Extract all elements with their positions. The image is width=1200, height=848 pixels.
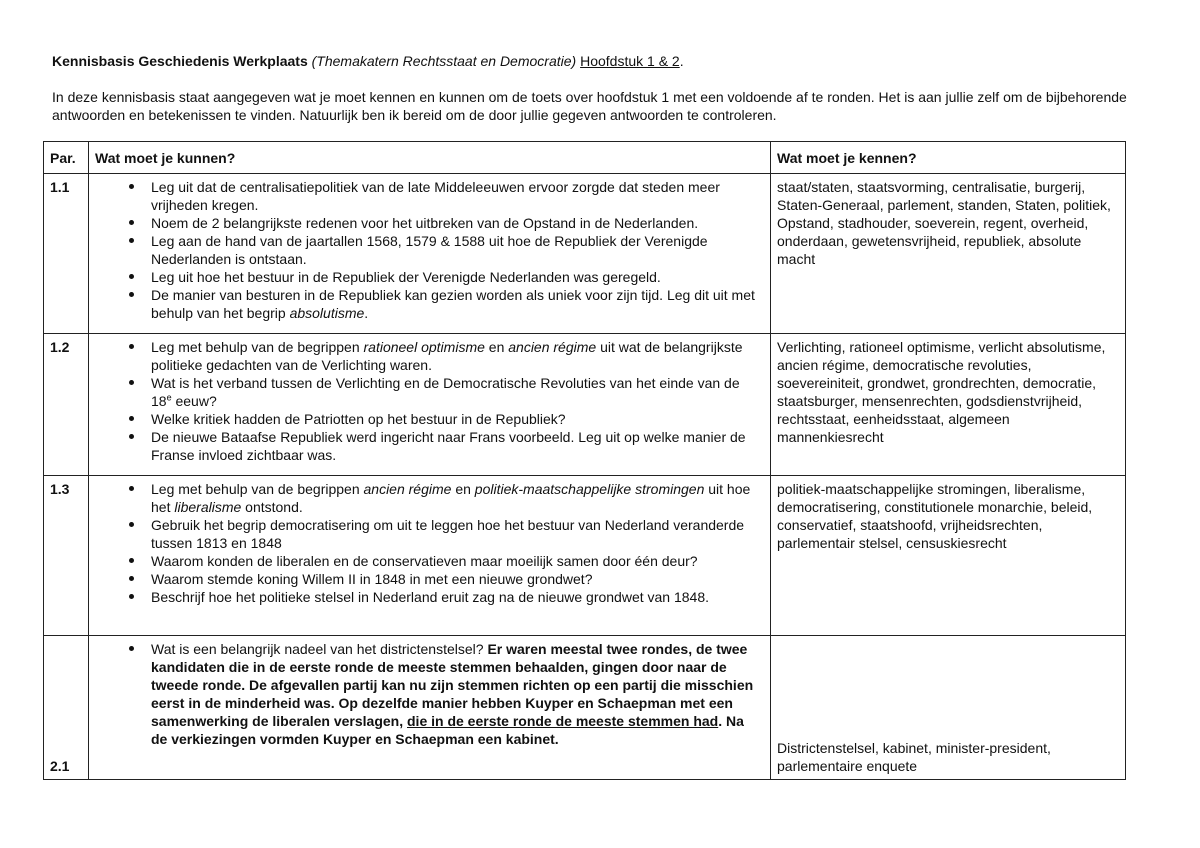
kennen-cell: Verlichting, rationeel optimisme, verlicht absolutisme, ancien régime, democratische revoluties, soevereiniteit, grondwet, grondrechten, democratie, staatsburger, mensenrechten, godsdienstvrijheid, rechtsstaat, eenheidsstaat, algemeen mannenkiesrecht xyxy=(771,334,1126,476)
list-item: De nieuwe Bataafse Republiek werd ingericht naar Frans voorbeeld. Leg uit op welke manier de Franse invloed zichtbaar was. xyxy=(151,428,764,464)
kunnen-list xyxy=(95,338,764,464)
list-item: Waarom stemde koning Willem II in 1848 in met een nieuwe grondwet? xyxy=(151,570,764,588)
kunnen-list xyxy=(95,178,764,322)
par-number: 1.1 xyxy=(44,174,89,334)
title-bold: Kennisbasis Geschiedenis Werkplaats xyxy=(52,53,308,69)
table-row xyxy=(44,174,1126,334)
table-row xyxy=(44,334,1126,476)
kennen-cell: Districtenstelsel, kabinet, minister-president, parlementaire enquete xyxy=(771,636,1126,780)
kunnen-list xyxy=(95,480,764,606)
list-item: Wat is een belangrijk nadeel van het districtenstelsel? Er waren meestal twee rondes, de twee kandidaten die in de eerste ronde de meeste stemmen behaalden, gingen door naar de tweede ronde. De afgevallen partij kan nu zijn stemmen richten op een partij die misschien eerst in de minderheid was. Op dezelfde manier hebben Kuyper en Schaepman met een samenwerking de liberalen verslagen, die in de eerste ronde de meeste stemmen had. Na de verkiezingen vormden Kuyper en Schaepman een kabinet. xyxy=(151,640,764,748)
list-item: Leg uit dat de centralisatiepolitiek van de late Middeleeuwen ervoor zorgde dat steden meer vrijheden kregen. xyxy=(151,178,764,214)
header-kunnen: Wat moet je kunnen? xyxy=(89,142,771,174)
par-number: 2.1 xyxy=(44,636,89,780)
table-row xyxy=(44,636,1126,780)
title-end: . xyxy=(679,53,684,69)
kunnen-cell xyxy=(89,174,771,334)
list-item: Leg uit hoe het bestuur in de Republiek der Verenigde Nederlanden was geregeld. xyxy=(151,268,764,286)
kunnen-cell xyxy=(89,636,771,780)
list-item: De manier van besturen in de Republiek kan gezien worden als uniek voor zijn tijd. Leg dit uit met behulp van het begrip absolutisme. xyxy=(151,286,764,322)
knowledge-table xyxy=(43,141,1126,780)
list-item: Beschrijf hoe het politieke stelsel in Nederland eruit zag na de nieuwe grondwet van 1848. xyxy=(151,588,764,606)
answer-text: Er waren meestal twee rondes, de twee kandidaten die in de eerste ronde de meeste stemmen behaalden, gingen door naar de tweede ronde. De afgevallen partij kan nu zijn stemmen richten op een partij die misschien eerst in de minderheid was. Op dezelfde manier hebben Kuyper en Schaepman met een samenwerking de liberalen verslagen, die in de eerste ronde de meeste stemmen had. Na de verkiezingen vormden Kuyper en Schaepman een kabinet. xyxy=(151,641,754,747)
list-item: Gebruik het begrip democratisering om uit te leggen hoe het bestuur van Nederland veranderde tussen 1813 en 1848 xyxy=(151,516,764,552)
title-chapter: Hoofdstuk 1 & 2 xyxy=(580,53,680,69)
list-item: Welke kritiek hadden de Patriotten op het bestuur in de Republiek? xyxy=(151,410,764,428)
list-item: Noem de 2 belangrijkste redenen voor het uitbreken van de Opstand in de Nederlanden. xyxy=(151,214,764,232)
list-item: Leg met behulp van de begrippen rationeel optimisme en ancien régime uit wat de belangrijkste politieke gedachten van de Verlichting waren. xyxy=(151,338,764,374)
list-item: Waarom konden de liberalen en de conservatieven maar moeilijk samen door één deur? xyxy=(151,552,764,570)
table-row xyxy=(44,476,1126,636)
kunnen-list xyxy=(95,640,764,748)
par-number: 1.2 xyxy=(44,334,89,476)
document-title xyxy=(52,52,1148,70)
par-number: 1.3 xyxy=(44,476,89,636)
kunnen-cell xyxy=(89,476,771,636)
list-item: Wat is het verband tussen de Verlichting en de Democratische Revoluties van het einde van de 18e eeuw? xyxy=(151,374,764,410)
header-kennen: Wat moet je kennen? xyxy=(771,142,1126,174)
document-page xyxy=(52,52,1148,140)
header-par: Par. xyxy=(44,142,89,174)
intro-paragraph: In deze kennisbasis staat aangegeven wat je moet kennen en kunnen om de toets over hoofdstuk 1 met een voldoende af te ronden. Het is aan jullie zelf om de bijbehorende antwoorden en betekenissen te vinden. Natuurlijk ben ik bereid om de door jullie gegeven antwoorden te controleren. xyxy=(52,89,1127,123)
table-header-row xyxy=(44,142,1126,174)
list-item: Leg aan de hand van de jaartallen 1568, 1579 & 1588 uit hoe de Republiek der Verenigde Nederlanden is ontstaan. xyxy=(151,232,764,268)
list-item: Leg met behulp van de begrippen ancien régime en politiek-maatschappelijke stromingen uit hoe het liberalisme ontstond. xyxy=(151,480,764,516)
kunnen-cell xyxy=(89,334,771,476)
kennen-cell: staat/staten, staatsvorming, centralisatie, burgerij, Staten-Generaal, parlement, standen, Staten, politiek, Opstand, stadhouder, soeverein, regent, overheid, onderdaan, gewetensvrijheid, republiek, absolute macht xyxy=(771,174,1126,334)
kennen-cell: politiek-maatschappelijke stromingen, liberalisme, democratisering, constitutionele monarchie, beleid, conservatief, staatshoofd, vrijheidsrechten, parlementair stelsel, censuskiesrecht xyxy=(771,476,1126,636)
title-subtitle: (Themakatern Rechtsstaat en Democratie) xyxy=(311,53,577,69)
